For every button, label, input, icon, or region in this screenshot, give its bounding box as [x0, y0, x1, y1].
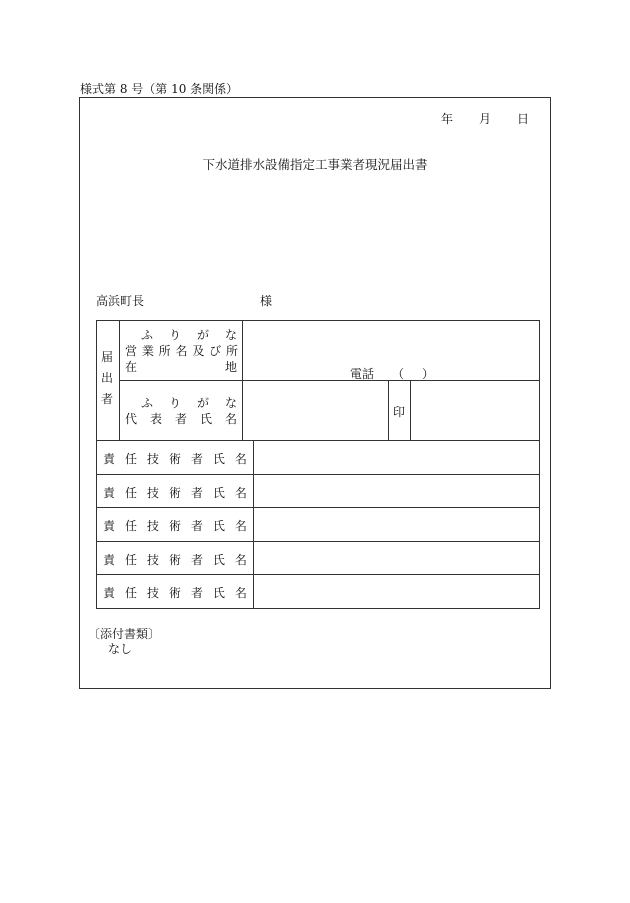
- label-char: 責: [103, 452, 116, 466]
- engineer-name-field[interactable]: [254, 475, 539, 508]
- label-char: 氏: [199, 412, 212, 426]
- date-year: 年: [441, 112, 454, 126]
- label-char: 技: [146, 586, 159, 600]
- label-char: 責: [103, 486, 116, 500]
- label-char: 任: [124, 486, 137, 500]
- furigana-char: ふ: [141, 328, 154, 342]
- engineer-name-field[interactable]: [254, 508, 539, 541]
- label-char: 責: [103, 586, 116, 600]
- label-char: 任: [124, 452, 137, 466]
- furigana-char: な: [224, 328, 237, 342]
- furigana-char: ふ: [141, 396, 154, 410]
- phone-paren-open: （: [392, 367, 405, 381]
- notifier-label-char: 届: [101, 350, 114, 364]
- label-char: 任: [124, 553, 137, 567]
- furigana-char: り: [168, 328, 181, 342]
- engineer-name-label: [103, 584, 247, 601]
- label-char: 術: [168, 452, 181, 466]
- label-char: 氏: [212, 452, 225, 466]
- label-char: 術: [168, 486, 181, 500]
- furigana-char: が: [196, 396, 209, 410]
- label-char: び: [209, 344, 222, 358]
- label-char: 技: [146, 452, 159, 466]
- label-char: 表: [149, 412, 162, 426]
- engineer-name-label: [103, 551, 247, 568]
- label-char: 責: [103, 553, 116, 567]
- office-label-line1: [125, 342, 238, 359]
- label-char: 者: [190, 586, 203, 600]
- label-char: 所: [158, 344, 171, 358]
- label-char: 所: [225, 344, 238, 358]
- label-char: 及: [192, 344, 205, 358]
- label-char: 者: [190, 452, 203, 466]
- office-label-line2: [125, 358, 237, 375]
- label-char: 氏: [212, 486, 225, 500]
- label-char: 責: [103, 519, 116, 533]
- addressee-honorific: 様: [260, 294, 273, 308]
- label-char: 在: [125, 360, 138, 374]
- furigana-char: な: [224, 396, 237, 410]
- label-char: 名: [224, 412, 237, 426]
- date-line: [441, 110, 529, 127]
- notifier-label-char: 者: [101, 392, 114, 406]
- label-char: 術: [168, 553, 181, 567]
- label-char: 営: [125, 344, 138, 358]
- engineer-name-field[interactable]: [254, 575, 539, 608]
- office-furigana: [141, 326, 237, 343]
- label-char: 者: [190, 519, 203, 533]
- engineer-name-field[interactable]: [254, 542, 539, 575]
- label-char: 術: [168, 586, 181, 600]
- furigana-char: が: [196, 328, 209, 342]
- label-char: 氏: [212, 586, 225, 600]
- seal-label: 印: [393, 405, 406, 419]
- label-char: 者: [190, 553, 203, 567]
- label-char: 技: [146, 553, 159, 567]
- notifier-label-char: 出: [101, 371, 114, 385]
- date-month: 月: [479, 112, 492, 126]
- label-char: 任: [124, 519, 137, 533]
- label-char: 業: [141, 344, 154, 358]
- label-char: 氏: [212, 519, 225, 533]
- label-char: 名: [234, 486, 247, 500]
- phone-label: 電話: [350, 367, 375, 381]
- attachments-value: なし: [108, 642, 133, 656]
- label-char: 名: [175, 344, 188, 358]
- label-char: 技: [146, 486, 159, 500]
- phone-paren-close: ）: [422, 367, 435, 381]
- label-char: 技: [146, 519, 159, 533]
- label-char: 名: [234, 553, 247, 567]
- label-char: 名: [234, 519, 247, 533]
- attachments-title: 〔添付書類〕: [88, 627, 161, 641]
- engineer-name-label: [103, 450, 247, 467]
- label-char: 任: [124, 586, 137, 600]
- engineer-name-label: [103, 517, 247, 534]
- label-char: 代: [125, 412, 138, 426]
- rep-label: [125, 410, 237, 427]
- label-char: 者: [190, 486, 203, 500]
- label-char: 者: [174, 412, 187, 426]
- notifier-label: [101, 347, 115, 410]
- label-char: 名: [234, 452, 247, 466]
- engineer-name-label: [103, 484, 247, 501]
- date-day: 日: [517, 112, 530, 126]
- label-char: 術: [168, 519, 181, 533]
- addressee-name: 高浜町長: [96, 294, 145, 308]
- document-title: 下水道排水設備指定工事業者現況届出書: [202, 157, 428, 172]
- form-number: 様式第 8 号（第 10 条関係）: [80, 82, 239, 96]
- label-char: 名: [234, 586, 247, 600]
- label-char: 地: [224, 360, 237, 374]
- label-char: 氏: [212, 553, 225, 567]
- engineer-name-field[interactable]: [254, 441, 539, 474]
- furigana-char: り: [168, 396, 181, 410]
- rep-furigana: [141, 394, 237, 411]
